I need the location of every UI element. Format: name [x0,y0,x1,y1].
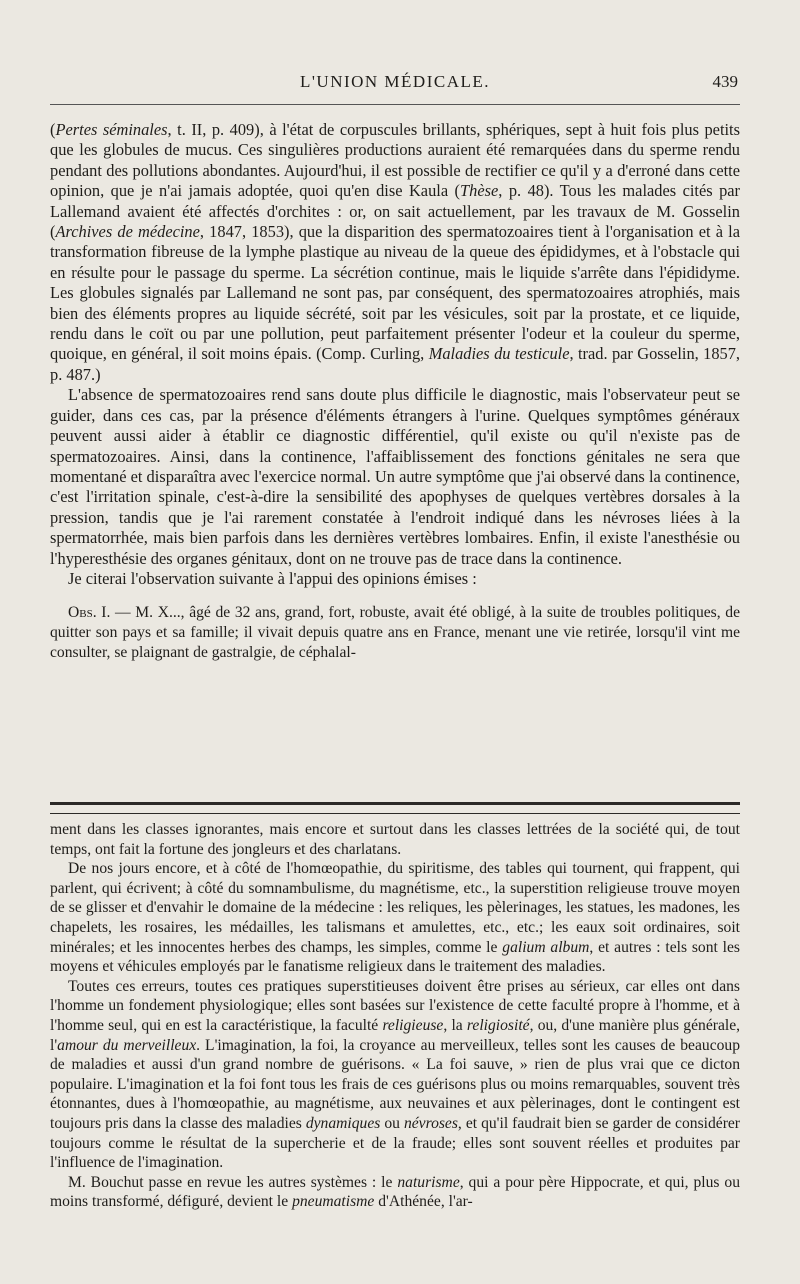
paragraph-text: , et autres : tels sont les moyens et véhicules employés par le fanatisme religieux dans le traitement des maladies. [50,938,740,976]
feuilleton-paragraph: ment dans les classes ignorantes, mais encore et surtout dans les classes lettrées de la société qui, de tout temps, ont fait la fortune des jongleurs et des charlatans. [50,821,740,858]
page-number: 439 [712,72,738,91]
article-paragraph: (Pertes séminales, t. II, p. 409), à l'état de corpuscules brillants, sphériques, sept à huit fois plus petits que les globules de mucus. Ces singulières productions auraient été remarquées dans du sperme rendu pendant des pollutions abondantes. Aujourd'hui, il est possible de rectifier ce qu'il y a d'erroné dans cette opinion, que je n'ai jamais adoptée, quoi qu'en dise Kaula (Thèse, p. 48). Tous les malades cités par Lallemand avaient été affectés d'orchites : or, on sait actuellement, par les travaux de M. Gosselin (Archives de médecine, 1847, 1853), que la disparition des spermatozoaires tient à l'organisation et à la transformation fibreuse de la lymphe plastique au niveau de la queue des épididymes, et à l'obstacle qui en résulte pour le passage du sperme. La sécrétion continue, mais le liquide s'arrête dans l'épididyme. Les globules signalés par Lallemand ne sont pas, par conséquent, des spermatozoaires atrophiés, mais bien des éléments propres au liquide sécrété, soit par les vésicules, soit par la prostate, et ce liquide, rendu dans le coït ou par une pollution, peut parfaitement présenter l'odeur et la couleur du sperme, quoique, en général, il soit moins épais. (Comp. Curling, Maladies du testicule, trad. par Gosselin, 1857, p. 487.) [50,120,741,384]
paragraph-text: , ou, d'une manière plus générale, l' [50,1016,741,1054]
paragraph-text: , t. II, p. 409), à l'état de corpuscules brillants, sphériques, sept à huit fois plus petits que les globules de mucus. Ces singulières productions auraient été remarquées dans du sperme rendu pendant des pollutions abondantes. Aujourd'hui, il est possible de rectifier ce qu'il y a d'erroné dans cette opinion, que je n'ai jamais adoptée, quoi qu'en dise Kaula ( [50,120,740,201]
paragraph-text: d'Athénée, l'ar- [374,1193,473,1211]
observation-text: — M. X..., âgé de 32 ans, grand, fort, robuste, avait été obligé, à la suite de troubles politiques, de quitter son pays et sa famille; il vivait depuis quatre ans en France, menant une vie retirée, lorsqu'il vint me consulter, se plaignant de gastralgie, de céphalal- [50,604,741,661]
paragraph-text: Toutes ces erreurs, toutes ces pratiques superstitieuses doivent être prises au sérieux, car elles ont dans l'homme un fondement physiologique; elles sont basées sur l'existence de cette faculté propre à l'homme, et à l'homme seul, qui en est la caractéristique, la faculté [50,977,740,1034]
italic-term: amour du merveilleux [57,1036,197,1054]
reference-title: Thèse [460,181,499,201]
observation-label: Obs. I. [68,604,111,622]
feuilleton-paragraph [50,977,740,1173]
italic-term: naturisme [397,1173,460,1191]
italic-term: pneumatisme [292,1193,375,1211]
italic-term: dynamiques [305,1114,381,1132]
paragraph-text: , p. 48). Tous les malades cités par Lallemand avaient été affectés d'orchites : or, on sait actuellement, par les travaux de M. Gosselin ( [50,181,741,242]
paragraph-text: ou [380,1114,404,1132]
italic-term: religiosité [466,1016,530,1034]
paragraph-text: . L'imagination, la foi, la croyance au merveilleux, telles sont les causes de beaucoup de maladies et aussi d'un grand nombre de guérisons. « La foi sauve, » rien de plus vrai que ce dicton populaire. L'imagination et la foi font tous les frais de ces guérisons plus ou moins remarquables, souvent très étonnantes, dues à l'homœopathie, au magnétisme, aux neuvaines et aux pèlerinages, dont le contingent est toujours pris dans la classe des maladies [50,1036,741,1132]
observation-paragraph [50,603,740,662]
paragraph-text: , 1847, 1853), que la disparition des spermatozoaires tient à l'organisation et à la transformation fibreuse de la lymphe plastique au niveau de la queue des épididymes, et à l'obstacle qui en résulte pour le passage du sperme. La sécrétion continue, mais le liquide s'arrête dans l'épididyme. Les globules signalés par Lallemand ne sont pas, par conséquent, des spermatozoaires atrophiés, mais bien des éléments propres au liquide sécrété, soit par les vésicules, soit par la prostate, et ce liquide, rendu dans le coït ou par une pollution, peut parfaitement présenter l'odeur et la couleur du sperme, quoique, en général, il soit moins épais. (Comp. Curling, [50,222,740,364]
feuilleton-paragraph [50,1173,740,1212]
italic-term: galium album [502,938,590,956]
reference-title: Maladies du testicule [428,344,570,364]
article-paragraph: Je citerai l'observation suivante à l'appui des opinions émises : [68,568,477,588]
reference-title: Archives de médecine [55,222,200,242]
feuilleton-section [50,820,740,1212]
paragraph-text: De nos jours encore, et à côté de l'homœopathie, du spiritisme, des tables qui tournent, qui frappent, qui parlent, qui écrivent; à côté du somnambulisme, du magnétisme, etc., la superstition religieuse trouve moyen de se glisser et d'envahir le domaine de la médecine : les reliques, les pèlerinages, les statues, les madones, les chapelets, les rosaires, les médailles, les talismans et amulettes, etc., etc.; les eaux soit ordinaires, soit minérales; et les innocentes herbes des champs, les simples, comme le [50,860,740,956]
reference-title: Pertes séminales [55,120,168,139]
italic-term: religieuse [382,1016,444,1034]
paragraph-text: , qui a pour père Hippocrate, et qui, plus ou moins transformé, défiguré, devient le [50,1173,740,1211]
paragraph-text: M. Bouchut passe en revue les autres systèmes : le [68,1173,398,1191]
header-rule [50,104,740,105]
main-article [50,120,740,662]
running-title: L'UNION MÉDICALE. [299,72,491,91]
feuilleton-divider [50,802,740,814]
italic-term: névroses [403,1114,458,1132]
paragraph-text: , trad. par Gosselin, 1857, p. 487.) [50,344,741,384]
page-header [50,72,740,100]
feuilleton-paragraph [50,859,740,977]
article-paragraph: L'absence de spermatozoaires rend sans doute plus difficile le diagnostic, mais l'observateur peut se guider, dans ces cas, par la présence d'éléments étrangers à l'urine. Quelques symptômes généraux peuvent aussi aider à établir ce diagnostic différentiel, qu'il existe ou qu'il n'existe pas de spermatozoaires. Ainsi, dans la continence, l'affaiblissement des fonctions génitales ne sera que momentané et disparaîtra avec l'exercice normal. Un autre symptôme que j'ai observé dans la continence, c'est l'irritation spinale, c'est-à-dire la sensibilité des apophyses de quelques vertèbres dorsales à la pression, tandis que je l'ai rarement constatée à l'endroit indiqué dans les névroses liées à la spermatorrhée, mais bien parfois dans les dernières vertèbres lombaires. Enfin, il existe l'anesthésie ou l'hyperesthésie des organes génitaux, dont on ne trouve pas de trace dans la continence. [50,385,740,568]
paragraph-text: , et qu'il faudrait bien se garder de considérer toujours comme le résultat de la supercherie et de la fraude; elles sont souvent réelles et produites par l'influence de l'imagination. [50,1114,740,1172]
paragraph-text: , la [443,1016,467,1034]
